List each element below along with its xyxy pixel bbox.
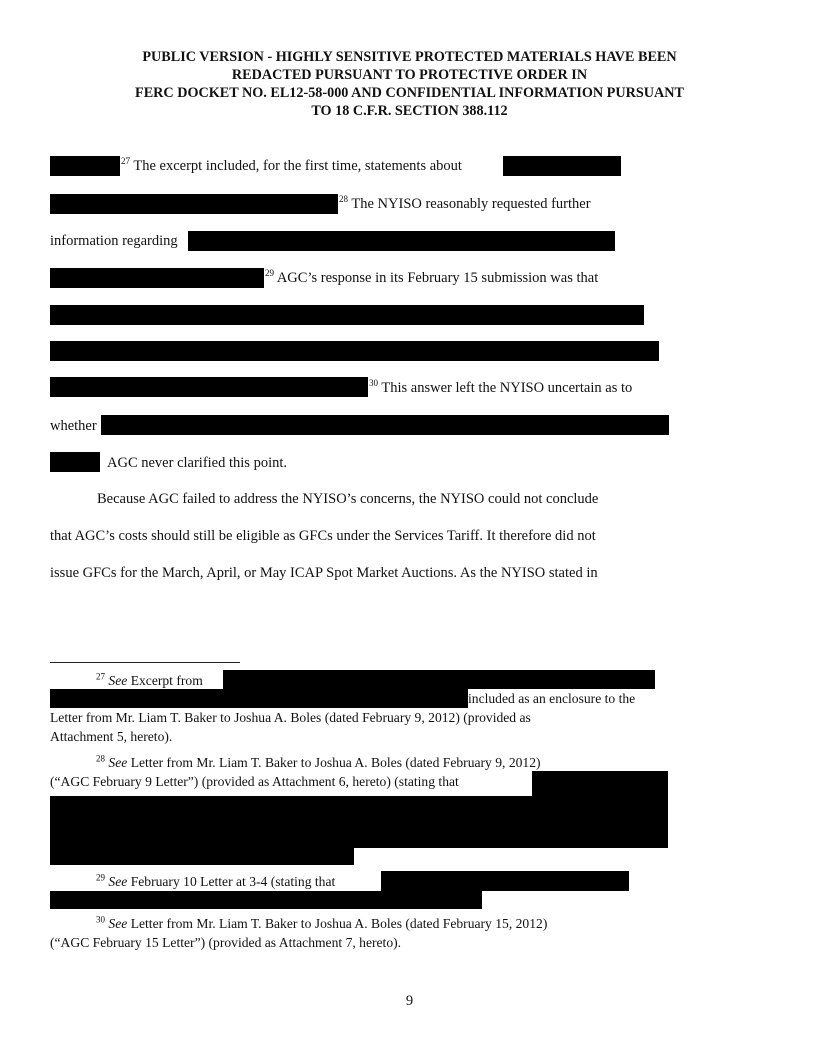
body-line-7	[369, 380, 632, 396]
body-paragraph-line: that AGC’s costs should still be eligible as GFCs under the Services Tariff. It therefore did not	[50, 528, 596, 544]
body-line-3: information regarding	[50, 233, 178, 249]
footnote-27-line-2: included as an enclosure to the	[468, 691, 636, 706]
footnote-29-line-1	[96, 874, 335, 889]
redaction-block	[503, 156, 621, 176]
redaction-block	[50, 268, 264, 288]
header-line-2: REDACTED PURSUANT TO PROTECTIVE ORDER IN	[231, 67, 588, 83]
redaction-block	[381, 871, 629, 891]
footnote-number: 27	[96, 671, 105, 682]
footnote-text: February 10 Letter at 3-4 (stating that	[130, 874, 336, 889]
footnote-text: Excerpt from	[130, 673, 203, 688]
header-line-3: FERC DOCKET NO. EL12-58-000 AND CONFIDENTIAL INFORMATION PURSUANT	[135, 85, 684, 101]
body-line-9: AGC never clarified this point.	[107, 455, 287, 471]
body-text: AGC’s response in its February 15 submission was that	[276, 270, 599, 286]
footnote-number: 28	[96, 753, 105, 764]
redaction-block	[50, 891, 482, 909]
citation-signal: See	[108, 916, 128, 931]
citation-signal: See	[108, 874, 128, 889]
body-paragraph-line: issue GFCs for the March, April, or May ICAP Spot Market Auctions. As the NYISO stated in	[50, 565, 598, 581]
redaction-block	[50, 689, 468, 708]
footnote-text: Letter from Mr. Liam T. Baker to Joshua A. Boles (dated February 15, 2012)	[130, 916, 548, 931]
footnote-separator	[50, 662, 240, 663]
redaction-block	[101, 415, 669, 435]
redaction-block	[50, 796, 668, 848]
footnote-30-line-2: (“AGC February 15 Letter”) (provided as Attachment 7, hereto).	[50, 935, 402, 950]
footnote-30-line-1	[96, 916, 547, 931]
body-line-4	[265, 270, 598, 286]
body-text: The excerpt included, for the first time, statements about	[133, 158, 462, 174]
redaction-block	[50, 377, 368, 397]
footnote-27-line-3: Letter from Mr. Liam T. Baker to Joshua A. Boles (dated February 9, 2012) (provided as	[50, 710, 531, 725]
redaction-block	[50, 156, 120, 176]
confidentiality-header	[40, 48, 779, 120]
footnote-28-line-2: (“AGC February 9 Letter”) (provided as Attachment 6, hereto) (stating that	[50, 774, 459, 789]
redaction-block	[532, 771, 668, 796]
redaction-block	[50, 305, 644, 325]
body-paragraph-line: Because AGC failed to address the NYISO’s concerns, the NYISO could not conclude	[97, 491, 599, 507]
footnote-ref-28: 28	[339, 194, 348, 205]
footnote-number: 29	[96, 872, 105, 883]
redaction-block	[50, 452, 100, 472]
header-line-4: TO 18 C.F.R. SECTION 388.112	[311, 103, 508, 119]
redaction-block	[50, 847, 354, 865]
footnote-27-line-1	[96, 673, 203, 688]
body-text: The NYISO reasonably requested further	[351, 196, 591, 212]
footnote-ref-27: 27	[121, 156, 130, 167]
footnote-ref-30: 30	[369, 378, 378, 389]
redaction-block	[223, 670, 655, 689]
footnote-number: 30	[96, 914, 105, 925]
citation-signal: See	[108, 755, 128, 770]
redaction-block	[50, 194, 338, 214]
header-line-1: PUBLIC VERSION - HIGHLY SENSITIVE PROTECTED MATERIALS HAVE BEEN	[142, 49, 677, 65]
body-line-2	[339, 196, 591, 212]
footnote-28-line-1	[96, 755, 541, 770]
redaction-block	[50, 341, 659, 361]
footnote-27-line-4: Attachment 5, hereto).	[50, 729, 173, 744]
page-number: 9	[405, 993, 414, 1009]
body-line-1	[121, 158, 462, 174]
body-line-8: whether	[50, 418, 97, 434]
footnote-ref-29: 29	[265, 268, 274, 279]
body-text: This answer left the NYISO uncertain as to	[381, 380, 633, 396]
citation-signal: See	[108, 673, 128, 688]
redaction-block	[188, 231, 615, 251]
footnote-text: Letter from Mr. Liam T. Baker to Joshua A. Boles (dated February 9, 2012)	[130, 755, 541, 770]
